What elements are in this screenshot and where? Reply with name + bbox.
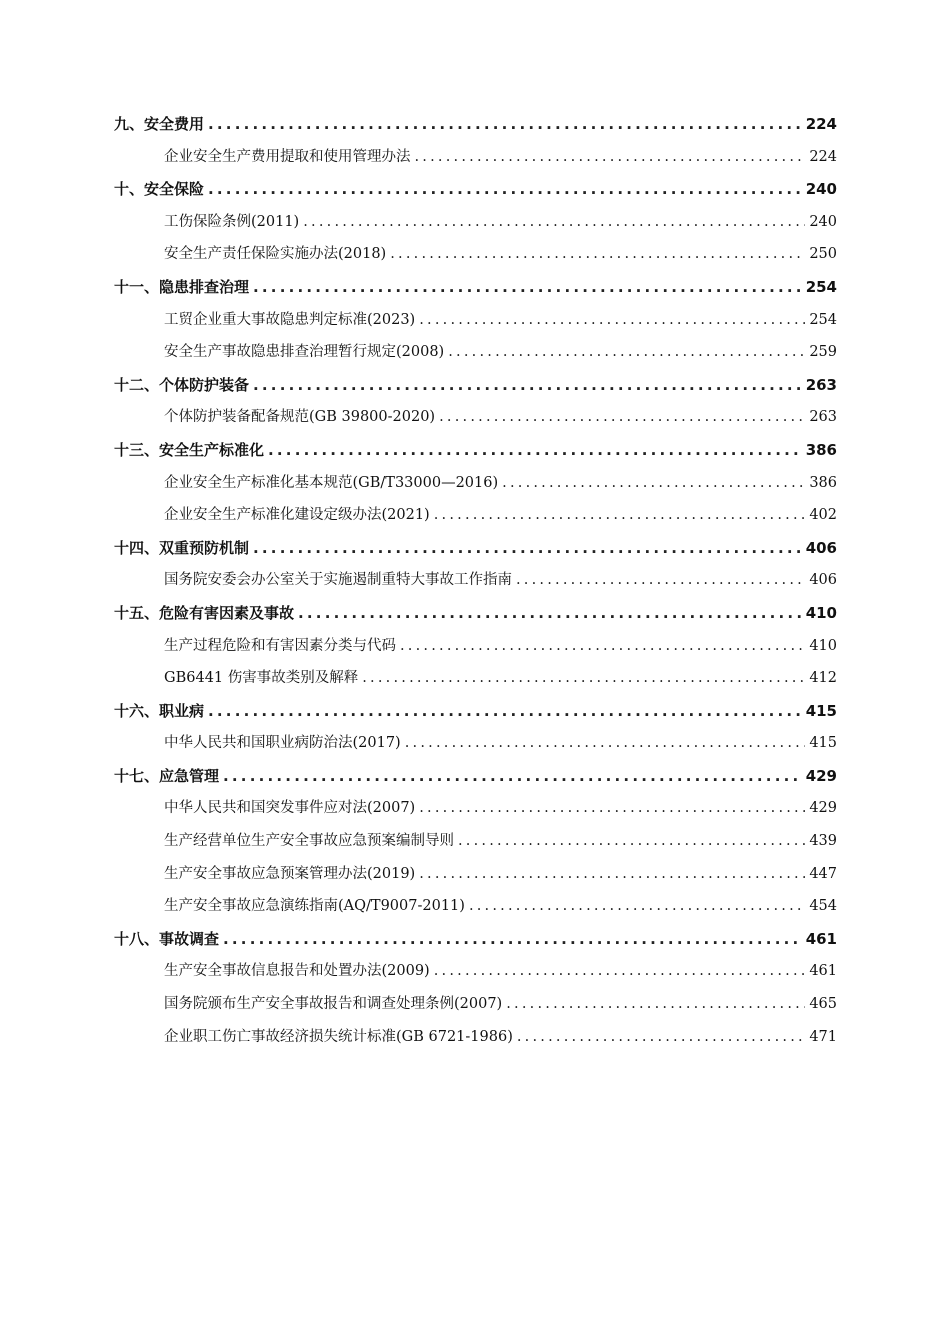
toc-entry-row[interactable] xyxy=(114,825,837,858)
toc-section-row[interactable] xyxy=(114,923,837,956)
toc-leader-dots xyxy=(448,336,805,369)
toc-title: 生产安全事故应急演练指南(AQ/T9007-2011) xyxy=(164,898,465,915)
toc-page-number: 250 xyxy=(809,246,837,263)
toc-entry-row[interactable] xyxy=(114,304,837,337)
toc-entry-row[interactable] xyxy=(114,858,837,891)
toc-section-row[interactable] xyxy=(114,532,837,565)
toc-page-number: 263 xyxy=(805,375,837,394)
toc-leader-dots xyxy=(208,173,802,206)
toc-leader-dots xyxy=(362,662,805,695)
toc-leader-dots xyxy=(516,564,805,597)
toc-title: 十、安全保险 xyxy=(114,180,205,199)
toc-leader-dots xyxy=(419,858,805,891)
toc-title: 国务院颁布生产安全事故报告和调查处理条例(2007) xyxy=(164,996,503,1013)
toc-page-number: 447 xyxy=(809,865,837,882)
toc-leader-dots xyxy=(405,727,806,760)
toc-title: 企业职工伤亡事故经济损失统计标准(GB 6721-1986) xyxy=(164,1028,513,1045)
toc-page-number: 259 xyxy=(809,344,837,361)
toc-page-number: 406 xyxy=(805,538,837,557)
toc-title: 十五、危险有害因素及事故 xyxy=(114,603,295,622)
toc-section-row[interactable] xyxy=(114,369,837,402)
toc-entry-row[interactable] xyxy=(114,988,837,1021)
toc-entry-row[interactable] xyxy=(114,955,837,988)
toc-page-number: 461 xyxy=(805,929,837,948)
toc-leader-dots xyxy=(208,695,802,728)
toc-entry-row[interactable] xyxy=(114,564,837,597)
toc-entry-row[interactable] xyxy=(114,499,837,532)
toc-section-row[interactable] xyxy=(114,108,837,141)
toc-leader-dots xyxy=(253,369,802,402)
toc-title: 中华人民共和国突发事件应对法(2007) xyxy=(164,800,416,817)
toc-title: 企业安全生产费用提取和使用管理办法 xyxy=(164,148,411,165)
toc-leader-dots xyxy=(439,401,805,434)
toc-title: 十四、双重预防机制 xyxy=(114,538,250,557)
toc-page-number: 471 xyxy=(809,1028,837,1045)
toc-page-number: 240 xyxy=(805,180,837,199)
toc-entry-row[interactable] xyxy=(114,141,837,174)
toc-page-number: 406 xyxy=(809,572,837,589)
toc-leader-dots xyxy=(415,141,806,174)
toc-leader-dots xyxy=(434,955,806,988)
toc-section-row[interactable] xyxy=(114,434,837,467)
toc-page-number: 263 xyxy=(809,409,837,426)
toc-page-number: 429 xyxy=(805,766,837,785)
toc-leader-dots xyxy=(298,597,802,630)
toc-leader-dots xyxy=(303,206,805,239)
toc-leader-dots xyxy=(390,238,805,271)
toc-title: 安全生产事故隐患排查治理暂行规定(2008) xyxy=(164,344,445,361)
toc-leader-dots xyxy=(253,532,802,565)
toc-title: 工伤保险条例(2011) xyxy=(164,213,300,230)
toc-leader-dots xyxy=(434,499,806,532)
toc-entry-row[interactable] xyxy=(114,238,837,271)
toc-leader-dots xyxy=(502,467,805,500)
toc-page-number: 410 xyxy=(809,637,837,654)
toc-title: 生产安全事故应急预案管理办法(2019) xyxy=(164,865,416,882)
toc-title: 企业安全生产标准化基本规范(GB/T33000—2016) xyxy=(164,474,499,491)
toc-title: 安全生产责任保险实施办法(2018) xyxy=(164,246,387,263)
toc-page-number: 224 xyxy=(805,115,837,133)
toc-entry-row[interactable] xyxy=(114,890,837,923)
toc-title: 企业安全生产标准化建设定级办法(2021) xyxy=(164,507,430,524)
toc-title: 九、安全费用 xyxy=(114,115,205,133)
toc-page-number: 439 xyxy=(809,833,837,850)
toc-title: GB6441 伤害事故类别及解释 xyxy=(164,670,359,687)
toc-title: 国务院安委会办公室关于实施遏制重特大事故工作指南 xyxy=(164,572,512,589)
toc-page-number: 410 xyxy=(805,603,837,622)
toc-leader-dots xyxy=(268,434,802,467)
toc-leader-dots xyxy=(208,108,802,141)
toc-page-number: 412 xyxy=(809,670,837,687)
toc-entry-row[interactable] xyxy=(114,662,837,695)
toc-page-number: 240 xyxy=(809,213,837,230)
toc-title: 十六、职业病 xyxy=(114,701,205,720)
toc-leader-dots xyxy=(506,988,805,1021)
toc-page-number: 461 xyxy=(809,963,837,980)
toc-title: 十一、隐患排查治理 xyxy=(114,277,250,296)
toc-leader-dots xyxy=(400,630,805,663)
toc-title: 生产过程危险和有害因素分类与代码 xyxy=(164,637,396,654)
toc-title: 生产经营单位生产安全事故应急预案编制导则 xyxy=(164,833,454,850)
toc-page-number: 429 xyxy=(809,800,837,817)
toc-section-row[interactable] xyxy=(114,271,837,304)
toc-page-number: 386 xyxy=(805,440,837,459)
toc-section-row[interactable] xyxy=(114,597,837,630)
toc-title: 十七、应急管理 xyxy=(114,766,220,785)
toc-title: 中华人民共和国职业病防治法(2017) xyxy=(164,735,401,752)
toc-section-row[interactable] xyxy=(114,173,837,206)
toc-leader-dots xyxy=(223,760,802,793)
toc-title: 十八、事故调查 xyxy=(114,929,220,948)
toc-title: 十二、个体防护装备 xyxy=(114,375,250,394)
toc-page-number: 465 xyxy=(809,996,837,1013)
toc-entry-row[interactable] xyxy=(114,467,837,500)
toc-entry-row[interactable] xyxy=(114,206,837,239)
toc-entry-row[interactable] xyxy=(114,792,837,825)
toc-entry-row[interactable] xyxy=(114,1021,837,1054)
toc-entry-row[interactable] xyxy=(114,630,837,663)
toc-page-number: 386 xyxy=(809,474,837,491)
toc-page-number: 254 xyxy=(805,277,837,296)
toc-title: 个体防护装备配备规范(GB 39800-2020) xyxy=(164,409,436,426)
table-of-contents xyxy=(114,108,837,1053)
toc-leader-dots xyxy=(517,1021,805,1054)
toc-page-number: 402 xyxy=(809,507,837,524)
toc-leader-dots xyxy=(419,304,805,337)
toc-leader-dots xyxy=(223,923,802,956)
toc-title: 十三、安全生产标准化 xyxy=(114,440,265,459)
toc-leader-dots xyxy=(253,271,802,304)
toc-leader-dots xyxy=(458,825,805,858)
toc-section-row[interactable] xyxy=(114,760,837,793)
toc-leader-dots xyxy=(419,792,805,825)
toc-page-number: 415 xyxy=(809,735,837,752)
toc-section-row[interactable] xyxy=(114,695,837,728)
toc-title: 工贸企业重大事故隐患判定标准(2023) xyxy=(164,311,416,328)
toc-entry-row[interactable] xyxy=(114,336,837,369)
toc-page-number: 224 xyxy=(809,148,837,165)
toc-page-number: 254 xyxy=(809,311,837,328)
toc-page-number: 415 xyxy=(805,701,837,720)
toc-page-number: 454 xyxy=(809,898,837,915)
toc-entry-row[interactable] xyxy=(114,401,837,434)
toc-leader-dots xyxy=(469,890,805,923)
toc-entry-row[interactable] xyxy=(114,727,837,760)
toc-title: 生产安全事故信息报告和处置办法(2009) xyxy=(164,963,430,980)
